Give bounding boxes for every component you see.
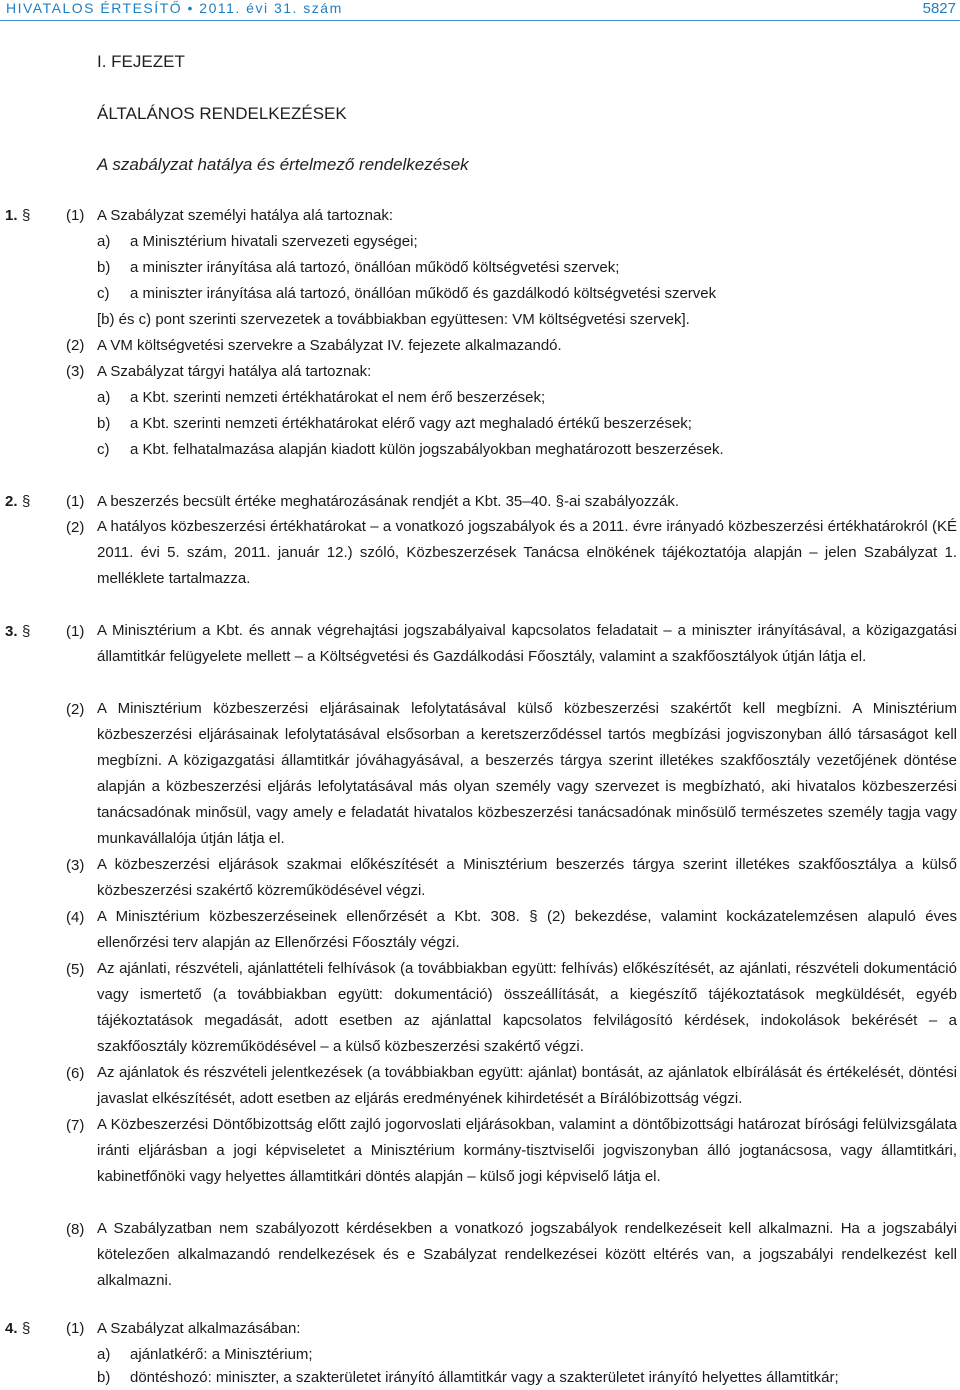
- paragraph-number: (1): [66, 1320, 85, 1337]
- list-letter: b): [97, 1369, 111, 1386]
- paragraph-number: (2): [66, 337, 85, 354]
- paragraph-text: A Szabályzat személyi hatálya alá tartoznak:: [97, 207, 393, 224]
- paragraph-number: (2): [66, 701, 85, 718]
- list-letter: a): [97, 389, 111, 406]
- paragraph-text: A beszerzés becsült értéke meghatározásának rendjét a Kbt. 35–40. §-ai szabályozzák.: [97, 493, 680, 510]
- paragraph-number: (8): [66, 1221, 85, 1238]
- section-sign: §: [22, 623, 31, 640]
- chapter-title: ÁLTALÁNOS RENDELKEZÉSEK: [97, 104, 347, 123]
- paragraph-text: A Szabályzat tárgyi hatálya alá tartoznak:: [97, 363, 372, 380]
- list-item: ajánlatkérő: a Minisztérium;: [130, 1346, 313, 1363]
- list-item: a Minisztérium hivatali szervezeti egységei;: [130, 233, 418, 250]
- section-number: 4.: [5, 1320, 18, 1337]
- header-rule: [0, 20, 960, 21]
- paragraph-number: (1): [66, 207, 85, 224]
- list-item: a miniszter irányítása alá tartozó, önállóan működő költségvetési szervek;: [130, 259, 620, 276]
- paragraph-text: A Minisztérium közbeszerzéseinek ellenőrzését a Kbt. 308. § (2) bekezdése, valamint kockázatelemzésen alapuló éves ellenőrzési terv alapján az Ellenőrzési Főosztály végzi.: [97, 908, 957, 951]
- paragraph-number: (3): [66, 857, 85, 874]
- page-header: [0, 0, 960, 24]
- section-number: 1.: [5, 207, 18, 224]
- paragraph-number: (2): [66, 519, 85, 536]
- section-sign: §: [22, 493, 31, 510]
- paragraph-text: A Közbeszerzési Döntőbizottság előtt zajló jogorvoslati eljárásokban, valamint a döntőbizottsági határozat bírósági felülvizsgálata iránti eljárásban a jogi képviseletet a Minisztérium kormány-tisztviselői jogviszonyban álló jogtanácsosa, vagy államtitkári, kabinetfőnöki vagy helyettes államtitkári döntés alapján – külső jogi képviselő látja el.: [97, 1116, 957, 1185]
- paragraph-text: A közbeszerzési eljárások szakmai előkészítését a Minisztérium beszerzés tárgya szerint illetékes szakfőosztálya a külső közbeszerzési szakértő közreműködésével végzi.: [97, 856, 957, 899]
- paragraph-number: (4): [66, 909, 85, 926]
- list-letter: a): [97, 1346, 111, 1363]
- paragraph-number: (1): [66, 493, 85, 510]
- paragraph-text: A Minisztérium a Kbt. és annak végrehajtási jogszabályaival kapcsolatos feladatait – a miniszter irányításával, a közigazgatási államtitkár felügyelete mellett – a Költségvetési és Gazdálkodási Főosztály, valamint a szakfőosztályok útján látja el.: [97, 622, 957, 665]
- section-sign: §: [22, 1320, 31, 1337]
- paragraph-text: Az ajánlati, részvételi, ajánlattételi felhívások (a továbbiakban együtt: felhívás) előkészítését, az ajánlati, részvételi dokumentáció vagy ismertető (a továbbiakban együtt: dokumentáció) összeállítását, a kiegészítő tájékoztatások megküldését, egyéb tájékoztatások megadását, adott esetben az ajánlattal kapcsolatos felvilágosító kérdések, indokolások bekérését – a szakfőosztály közreműködésével – a külső közbeszerzési szakértő végzi.: [97, 960, 957, 1055]
- paragraph-number: (5): [66, 961, 85, 978]
- paragraph-continuation: [b) és c) pont szerinti szervezetek a továbbiakban együttesen: VM költségvetési szervek].: [97, 311, 690, 328]
- paragraph-number: (7): [66, 1117, 85, 1134]
- section-sign: §: [22, 207, 31, 224]
- list-letter: c): [97, 441, 110, 458]
- paragraph-text: A VM költségvetési szervekre a Szabályzat IV. fejezete alkalmazandó.: [97, 337, 562, 354]
- section-number: 3.: [5, 623, 18, 640]
- list-letter: b): [97, 415, 111, 432]
- list-item: a Kbt. felhatalmazása alapján kiadott külön jogszabályokban meghatározott beszerzések.: [130, 441, 724, 458]
- paragraph-text: A Szabályzat alkalmazásában:: [97, 1320, 301, 1337]
- chapter-number: I. FEJEZET: [97, 52, 185, 71]
- paragraph-number: (1): [66, 623, 85, 640]
- chapter-subtitle: A szabályzat hatálya és értelmező rendelkezések: [97, 155, 469, 174]
- list-item: a Kbt. szerinti nemzeti értékhatárokat elérő vagy azt meghaladó értékű beszerzések;: [130, 415, 692, 432]
- paragraph-text: Az ajánlatok és részvételi jelentkezések (a továbbiakban együtt: ajánlat) bontását, az ajánlatok elbírálását és értékelését, döntési javaslat elkészítését, adott esetben az eljárás eredményének kihirdetését a Bírálóbizottság végzi.: [97, 1064, 957, 1107]
- paragraph-number: (3): [66, 363, 85, 380]
- list-item: a miniszter irányítása alá tartozó, önállóan működő és gazdálkodó költségvetési szervek: [130, 285, 717, 302]
- list-letter: a): [97, 233, 111, 250]
- list-item: döntéshozó: miniszter, a szakterületet irányító államtitkár vagy a szakterületet irányító helyettes államtitkár;: [130, 1369, 839, 1386]
- section-number: 2.: [5, 493, 18, 510]
- paragraph-text: A Minisztérium közbeszerzési eljárásainak lefolytatásával külső közbeszerzési szakértőt kell megbízni. A Minisztérium közbeszerzési eljárásainak lefolytatásával elsősorban a keretszerződéssel tartós megbízási jogviszonyban álló társaságot kell megbízni. A közigazgatási államtitkár jóváhagyásával, a beszerzés tárgya szerint illetékes szakfőosztály vezetőjének döntése alapján a közbeszerzési eljárás lefolytatásával más olyan személy vagy szervezet is megbízható, aki hivatalos közbeszerzési tanácsadónak minősül, vagy amely e feladatát hivatalos közbeszerzési tanácsadónak minősülő természetes személy tagja vagy munkavállalója útján látja el.: [97, 700, 957, 847]
- paragraph-text: A hatályos közbeszerzési értékhatárokat – a vonatkozó jogszabályok és a 2011. évre irányadó közbeszerzési értékhatárokról (KÉ 2011. évi 5. szám, 2011. január 12.) szóló, Közbeszerzések Tanácsa elnökének tájékoztatója alapján – jelen Szabályzat 1. melléklete tartalmazza.: [97, 518, 957, 587]
- list-letter: c): [97, 285, 110, 302]
- list-letter: b): [97, 259, 111, 276]
- list-item: a Kbt. szerinti nemzeti értékhatárokat el nem érő beszerzések;: [130, 389, 546, 406]
- paragraph-number: (6): [66, 1065, 85, 1082]
- publication-title: HIVATALOS ÉRTESÍTŐ • 2011. évi 31. szám: [6, 0, 343, 16]
- page-number: 5827: [922, 0, 956, 17]
- paragraph-text: A Szabályzatban nem szabályozott kérdésekben a vonatkozó jogszabályok rendelkezéseit kell alkalmazni. Ha a jogszabályi kötelezően alkalmazandó rendelkezések és e Szabályzat rendelkezései között eltérés van, a jogszabályi rendelkezést kell alkalmazni.: [97, 1220, 957, 1289]
